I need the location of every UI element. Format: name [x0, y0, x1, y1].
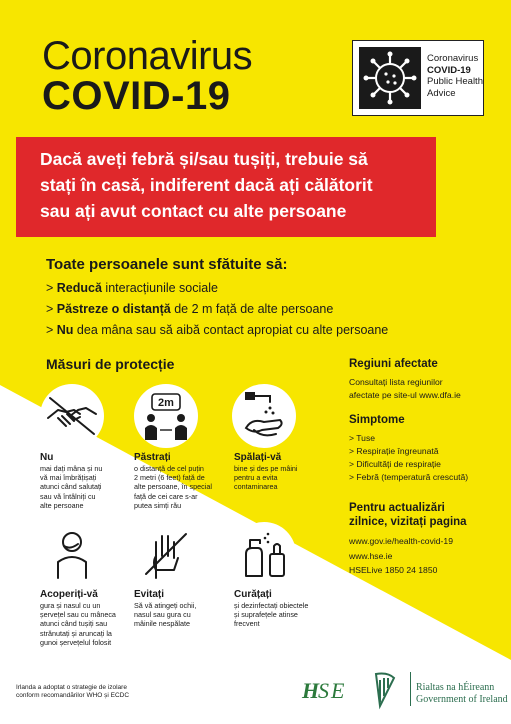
- symptom-item: > Febră (temperatură crescută): [349, 472, 469, 482]
- logo-text: [427, 53, 483, 99]
- updates-heading: Pentru actualizări zilnice, vizitați pagina: [349, 502, 467, 528]
- measure-title: Păstrați: [134, 452, 171, 463]
- measure-body: bine și des pe mâini pentru a evita contaminarea: [234, 464, 298, 492]
- page-title-line1: Coronavirus: [42, 34, 253, 78]
- symptoms-heading: Simptome: [349, 414, 405, 426]
- measures-heading: Măsuri de protecție: [46, 356, 175, 372]
- symptom-item: > Respirație îngreunată: [349, 446, 439, 456]
- advice-item: > Reducă interacțiunile sociale: [46, 281, 218, 295]
- measure-body: Să vă atingeți ochii, nasul sau gura cu mâinile nespălate: [134, 601, 197, 629]
- cleaning-spray-icon: [232, 522, 296, 586]
- divider: [410, 672, 411, 706]
- advice-item: > Nu dea mâna sau să aibă contact apropiat cu alte persoane: [46, 323, 389, 337]
- svg-text:E: E: [331, 678, 345, 703]
- symptom-item: > Dificultăți de respirație: [349, 459, 441, 469]
- government-of-ireland-logo: Rialtas na hÉireann Government of Ireland: [416, 682, 508, 705]
- alert-text: [40, 146, 430, 224]
- svg-text:2m: 2m: [158, 397, 174, 409]
- advice-item: > Păstreze o distanță de 2 m față de alte persoane: [46, 302, 334, 316]
- measure-body: gura și nasul cu un șervețel sau cu mâneca atunci când tușiți sau strănutați și aruncați la gunoi șervețelul folosit: [40, 601, 116, 647]
- svg-text:H: H: [302, 678, 320, 703]
- measure-body: mai dați mâna și nu vă mai îmbrățișați atunci când salutați sau vă întâlniți cu alte persoane: [40, 464, 103, 510]
- logo-line2: COVID-19: [427, 64, 471, 76]
- advice-heading: Toate persoanele sunt sfătuite să:: [46, 256, 288, 273]
- svg-text:S: S: [318, 678, 329, 703]
- regions-text: Consultați lista regiunilor afectate pe site-ul www.dfa.ie: [349, 377, 461, 400]
- measure-title: Evitați: [134, 589, 165, 600]
- logo-line3: Public Health: [427, 76, 483, 87]
- handshake-icon: [40, 384, 104, 448]
- harp-icon: [368, 670, 400, 710]
- regions-heading: Regiuni afectate: [349, 358, 438, 370]
- symptom-item: > Tuse: [349, 433, 376, 443]
- updates-links: [349, 534, 453, 578]
- cough-icon: [40, 522, 104, 586]
- virus-icon: [359, 47, 421, 109]
- gov-health-link[interactable]: www.gov.ie/health-covid-19: [349, 536, 453, 546]
- measure-title: Acoperiți-vă: [40, 589, 98, 600]
- logo-line1: Coronavirus: [427, 53, 479, 64]
- measure-body: o distanță de cel puțin 2 metri (6 feet) față de alte persoane, în special față de cei care s-ar putea simți rău: [134, 464, 212, 510]
- alert-line3: sau ați avut contact cu alte persoane: [40, 201, 347, 221]
- page-title-line2: COVID-19: [42, 74, 231, 118]
- measure-title: Curățați: [234, 589, 272, 600]
- hse-link[interactable]: www.hse.ie: [349, 550, 393, 561]
- hselive-phone: HSELive 1850 24 1850: [349, 565, 438, 575]
- alert-line1: Dacă aveți febră și/sau tușiți, trebuie să: [40, 149, 368, 169]
- logo-line4: Advice: [427, 87, 456, 99]
- symptoms-list: [349, 432, 468, 484]
- alert-line2: stați în casă, indiferent dacă ați călătorit: [40, 175, 373, 195]
- footer-note: Irlanda a adoptat o strategie de izolare conform recomandărilor WHO și ECDC: [16, 684, 130, 699]
- distance-icon: [134, 384, 198, 448]
- measure-title: Nu: [40, 452, 54, 463]
- hse-logo: [300, 676, 348, 708]
- public-health-logo: [352, 40, 484, 116]
- measure-body: și dezinfectați obiectele și suprafețele atinse frecvent: [234, 601, 309, 629]
- no-touch-face-icon: [134, 522, 198, 586]
- handwash-icon: [232, 384, 296, 448]
- measure-title: Spălați-vă: [234, 452, 282, 463]
